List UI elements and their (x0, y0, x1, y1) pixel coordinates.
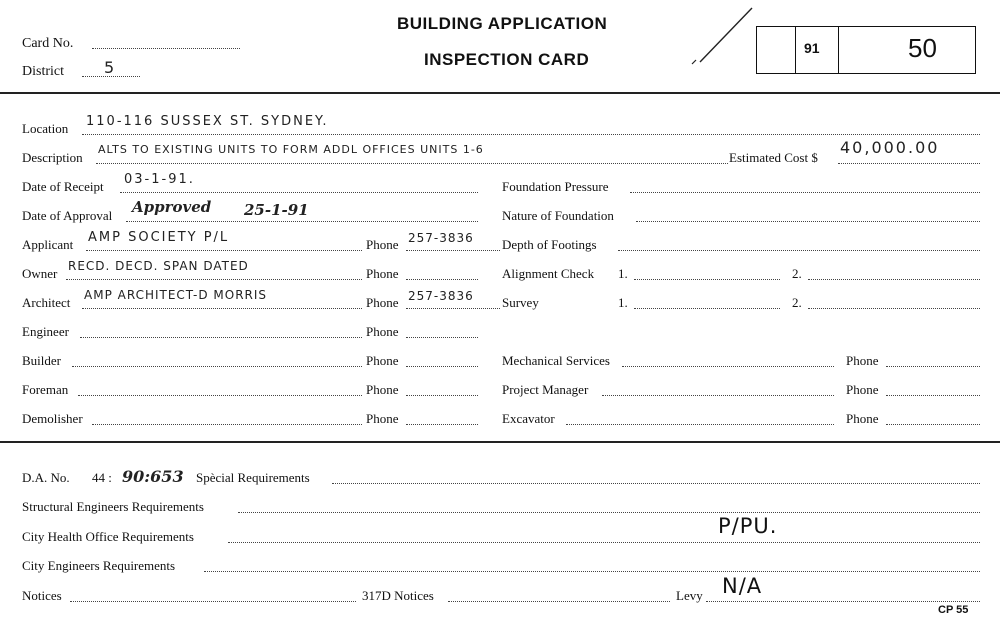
demolisher-label: Demolisher (22, 411, 83, 426)
alignment-check-2: 2. (792, 266, 802, 281)
estimated-cost-field (838, 163, 980, 164)
description-field (96, 163, 728, 164)
excavator-phone-label: Phone (846, 411, 879, 426)
mechanical-phone-field (886, 366, 980, 367)
foundation-pressure-field (630, 192, 980, 193)
pen-stroke-mark (690, 6, 760, 68)
owner-phone-field (406, 279, 478, 280)
special-requirements-field (332, 483, 980, 484)
engineer-label: Engineer (22, 324, 69, 339)
depth-of-footings-label: Depth of Footings (502, 237, 597, 252)
date-of-approval-label: Date of Approval (22, 208, 113, 223)
mechanical-services-label: Mechanical Services (502, 353, 610, 368)
notices-field (70, 601, 356, 602)
health-requirements-label: City Health Office Requirements (22, 529, 194, 544)
foreman-field (78, 395, 362, 396)
excavator-phone-field (886, 424, 980, 425)
date-of-receipt-field (120, 192, 478, 193)
foreman-label: Foreman (22, 382, 69, 397)
owner-label: Owner (22, 266, 58, 281)
survey-2: 2. (792, 295, 802, 310)
special-requirements-label: Spècial Requirements (196, 470, 310, 485)
details-divider (0, 441, 1000, 443)
architect-label: Architect (22, 295, 71, 310)
applicant-field (86, 250, 362, 251)
applicant-label: Applicant (22, 237, 74, 252)
applicant-phone-label: Phone (366, 237, 399, 252)
form-title-line2: INSPECTION CARD (424, 50, 590, 69)
notices-label: Notices (22, 588, 62, 603)
card-no-field (92, 48, 240, 49)
builder-phone-label: Phone (366, 353, 399, 368)
health-requirements-field (228, 542, 980, 543)
description-value: ALTS TO EXISTING UNITS TO FORM ADDL OFFICES UNITS 1-6 (98, 143, 484, 156)
applicant-phone-value: 257-3836 (408, 231, 474, 245)
approval-word: Approved (132, 198, 212, 216)
district-value: 5 (104, 58, 117, 77)
structural-requirements-label: Structural Engineers Requirements (22, 499, 204, 514)
architect-value: AMP ARCHITECT-D MORRIS (84, 288, 268, 302)
317d-notices-label: 317D Notices (362, 588, 434, 603)
architect-phone-field (406, 308, 500, 309)
form-code: CP 55 (938, 604, 969, 616)
da-no-value: 90:653 (122, 467, 184, 486)
health-requirements-value: P/PU. (718, 514, 778, 538)
builder-label: Builder (22, 353, 61, 368)
demolisher-field (92, 424, 362, 425)
box-divider-2 (838, 27, 839, 73)
card-number-box (756, 26, 976, 74)
date-of-receipt-label: Date of Receipt (22, 179, 104, 194)
engineer-field (80, 337, 362, 338)
excavator-field (566, 424, 834, 425)
box-number-left: 91 (804, 40, 820, 56)
survey-1-field (634, 308, 780, 309)
box-number-right: 50 (908, 33, 937, 63)
header-divider (0, 92, 1000, 94)
mechanical-services-field (622, 366, 834, 367)
mechanical-phone-label: Phone (846, 353, 879, 368)
da-no-prefix: 44 : (92, 470, 112, 485)
alignment-check-2-field (808, 279, 980, 280)
nature-of-foundation-label: Nature of Foundation (502, 208, 614, 223)
alignment-check-label: Alignment Check (502, 266, 595, 281)
form-title-line1: BUILDING APPLICATION (397, 14, 608, 33)
architect-phone-value: 257-3836 (408, 289, 474, 303)
engineer-phone-field (406, 337, 478, 338)
survey-2-field (808, 308, 980, 309)
project-manager-field (602, 395, 834, 396)
architect-field (82, 308, 362, 309)
excavator-label: Excavator (502, 411, 555, 426)
foundation-pressure-label: Foundation Pressure (502, 179, 609, 194)
alignment-check-1-field (634, 279, 780, 280)
architect-phone-label: Phone (366, 295, 399, 310)
engineer-phone-label: Phone (366, 324, 399, 339)
project-manager-label: Project Manager (502, 382, 589, 397)
317d-notices-field (448, 601, 670, 602)
builder-phone-field (406, 366, 478, 367)
builder-field (72, 366, 362, 367)
survey-1: 1. (618, 295, 628, 310)
survey-label: Survey (502, 295, 539, 310)
applicant-phone-field (406, 250, 500, 251)
estimated-cost-label: Estimated Cost $ (729, 150, 818, 165)
project-manager-phone-field (886, 395, 980, 396)
card-no-label: Card No. (22, 36, 74, 51)
levy-label: Levy (676, 588, 703, 603)
location-label: Location (22, 121, 69, 136)
applicant-value: AMP SOCIETY P/L (88, 230, 230, 245)
date-of-receipt-value: 03-1-91. (124, 172, 195, 187)
demolisher-phone-label: Phone (366, 411, 399, 426)
district-label: District (22, 64, 64, 79)
description-label: Description (22, 150, 83, 165)
estimated-cost-value: 40,000.00 (840, 138, 940, 157)
owner-field (66, 279, 362, 280)
owner-value: RECD. DECD. SPAN DATED (68, 259, 249, 273)
nature-of-foundation-field (636, 221, 980, 222)
location-field (82, 134, 980, 135)
box-divider-1 (795, 27, 796, 73)
project-manager-phone-label: Phone (846, 382, 879, 397)
date-of-approval-field (126, 221, 478, 222)
foreman-phone-field (406, 395, 478, 396)
alignment-check-1: 1. (618, 266, 628, 281)
demolisher-phone-field (406, 424, 478, 425)
approval-date: 25-1-91 (244, 201, 309, 219)
city-engineers-requirements-field (204, 571, 980, 572)
city-engineers-requirements-label: City Engineers Requirements (22, 558, 176, 573)
levy-field (706, 601, 980, 602)
structural-requirements-field (238, 512, 980, 513)
location-value: 110-116 SUSSEX ST. SYDNEY. (86, 114, 329, 129)
foreman-phone-label: Phone (366, 382, 399, 397)
owner-phone-label: Phone (366, 266, 399, 281)
depth-of-footings-field (618, 250, 980, 251)
da-no-label: D.A. No. (22, 470, 70, 485)
levy-value: N/A (722, 574, 763, 598)
